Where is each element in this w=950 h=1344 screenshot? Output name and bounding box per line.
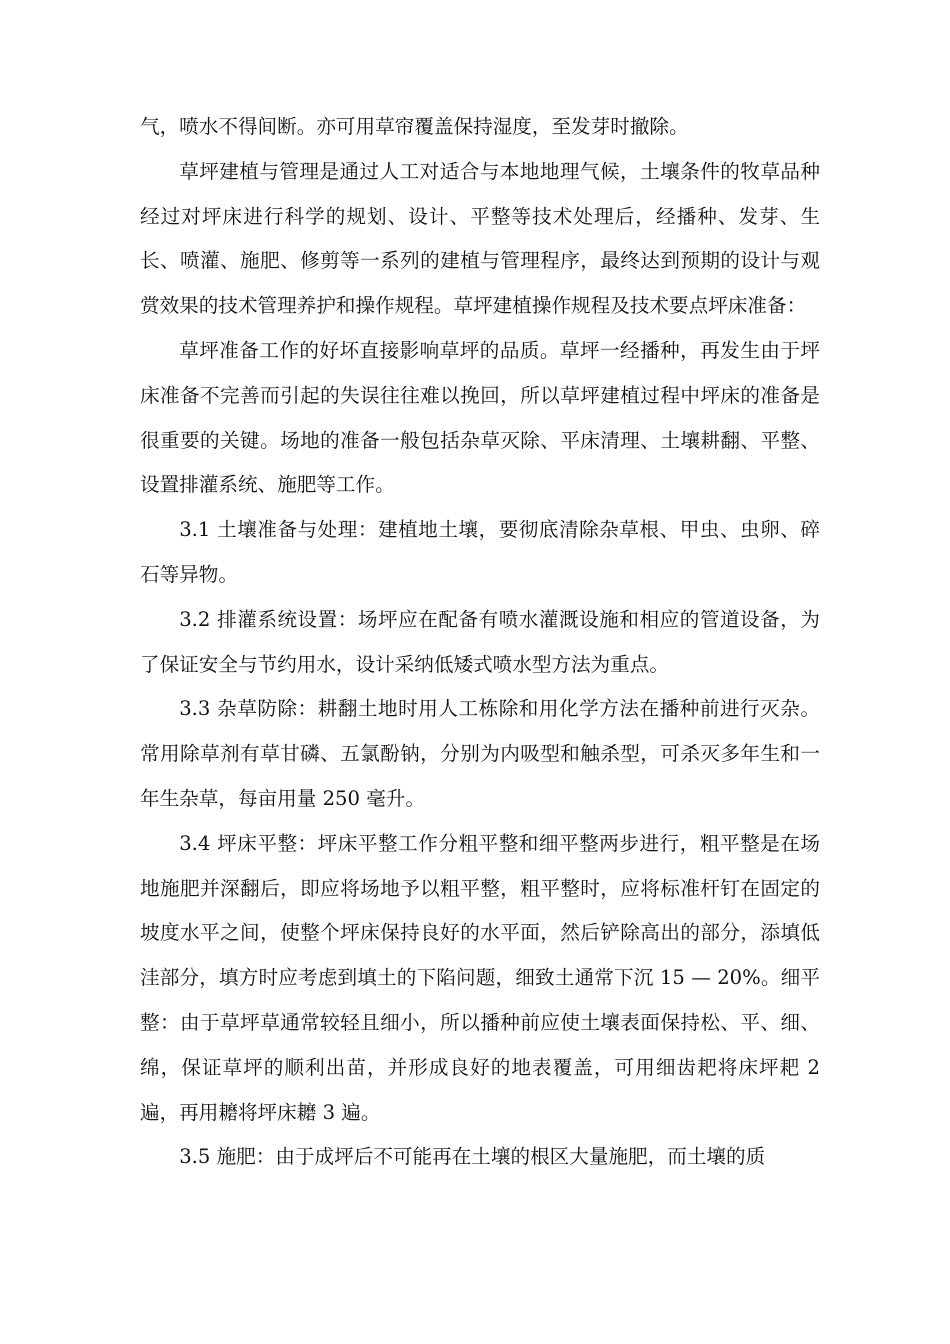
- paragraph-3-4-leveling: 3.4 坪床平整：坪床平整工作分粗平整和细平整两步进行，粗平整是在场地施肥并深翻后，即应将场地予以粗平整，粗平整时，应将标准杆钉在固定的坡度水平之间，使整个坪床保持良好的水平面，然后铲除高出的部分，添填低洼部分，填方时应考虑到填土的下陷问题，细致土通常下沉 15 — 20%。细平整：由于草坪草通常较轻且细小，所以播种前应使土壤表面保持松、平、细、绵，保证草坪的顺利出苗，并形成良好的地表覆盖，可用细齿耙将床坪耙 2 遍，再用耱将坪床耱 3 遍。: [140, 831, 820, 1124]
- paragraph-continuation: 气，喷水不得间断。亦可用草帘覆盖保持湿度，至发芽时撤除。: [140, 115, 689, 138]
- paragraph-3-2-irrigation: 3.2 排灌系统设置：场坪应在配备有喷水灌溉设施和相应的管道设备，为了保证安全与节约用水，设计采纳低矮式喷水型方法为重点。: [140, 607, 820, 676]
- document-body: [140, 105, 820, 1180]
- paragraph-lawn-management: 草坪建植与管理是通过人工对适合与本地地理气候，土壤条件的牧草品种经过对坪床进行科学的规划、设计、平整等技术处理后，经播种、发芽、生长、喷灌、施肥、修剪等一系列的建植与管理程序，最终达到预期的设计与观赏效果的技术管理养护和操作规程。草坪建植操作规程及技术要点坪床准备：: [140, 159, 820, 318]
- paragraph-bed-preparation: 草坪准备工作的好坏直接影响草坪的品质。草坪一经播种，再发生由于坪床准备不完善而引起的失误往往难以挽回，所以草坪建植过程中坪床的准备是很重要的关键。场地的准备一般包括杂草灭除、平床清理、土壤耕翻、平整、设置排灌系统、施肥等工作。: [140, 338, 820, 497]
- paragraph-3-3-weeds: 3.3 杂草防除：耕翻土地时用人工栋除和用化学方法在播种前进行灭杂。常用除草剂有草甘磷、五氯酚钠，分别为内吸型和触杀型，可杀灭多年生和一年生杂草，每亩用量 250 毫升。: [140, 697, 820, 810]
- paragraph-3-1-soil: 3.1 土壤准备与处理：建植地土壤，要彻底清除杂草根、甲虫、虫卵、碎石等异物。: [140, 518, 820, 586]
- paragraph-3-5-fertilizing: 3.5 施肥：由于成坪后不可能再在土壤的根区大量施肥，而土壤的质: [179, 1145, 766, 1169]
